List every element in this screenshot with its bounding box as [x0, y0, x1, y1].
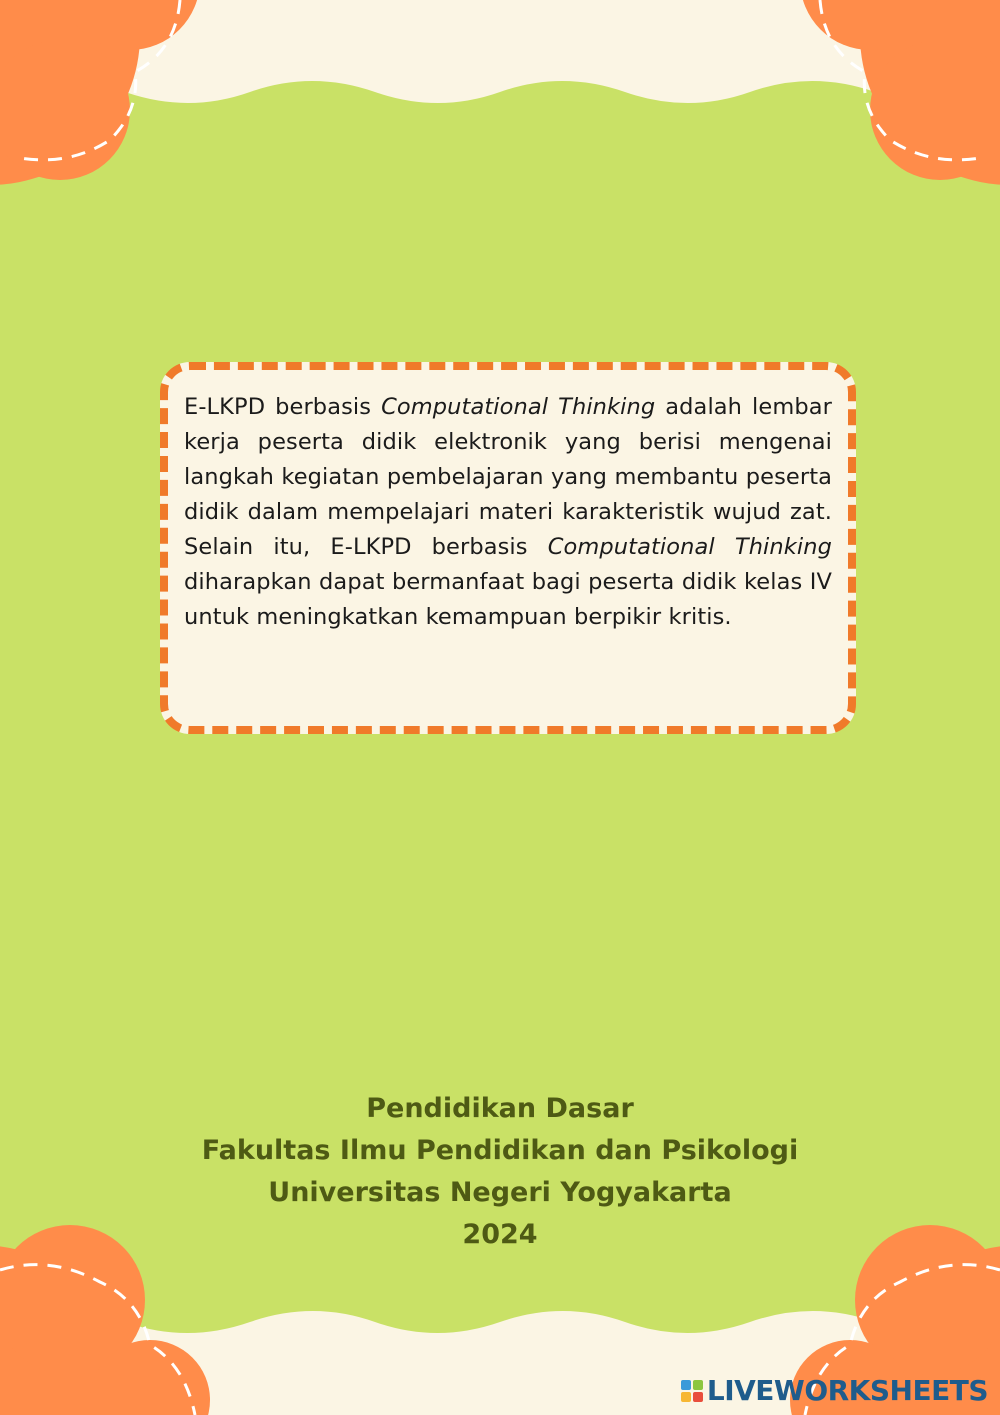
- year: 2024: [462, 1219, 538, 1250]
- footer-block: [0, 1088, 1000, 1256]
- description-text: [184, 390, 832, 635]
- description-segment: diharapkan dapat bermanfaat bagi peserta didik kelas IV untuk meningkatkan kemampuan berpikir kritis.: [184, 569, 832, 630]
- liveworksheets-logo-icon: [681, 1380, 703, 1402]
- description-emphasis: Computational Thinking: [547, 534, 832, 560]
- description-segment: E-LKPD berbasis: [184, 394, 382, 420]
- department-name: Pendidikan Dasar: [366, 1093, 634, 1124]
- watermark-text: LIVEWORKSHEETS: [706, 1374, 988, 1407]
- description-emphasis: Computational Thinking: [381, 394, 656, 420]
- liveworksheets-watermark[interactable]: [681, 1374, 988, 1407]
- description-segment: adalah lembar kerja peserta didik elektronik yang berisi mengenai langkah kegiatan pembelajaran yang membantu peserta didik dalam mempelajari materi karakteristik wujud zat. Selain itu, E-LKPD berbasis: [184, 394, 832, 560]
- university-name: Universitas Negeri Yogyakarta: [268, 1177, 732, 1208]
- faculty-name: Fakultas Ilmu Pendidikan dan Psikologi: [201, 1135, 799, 1166]
